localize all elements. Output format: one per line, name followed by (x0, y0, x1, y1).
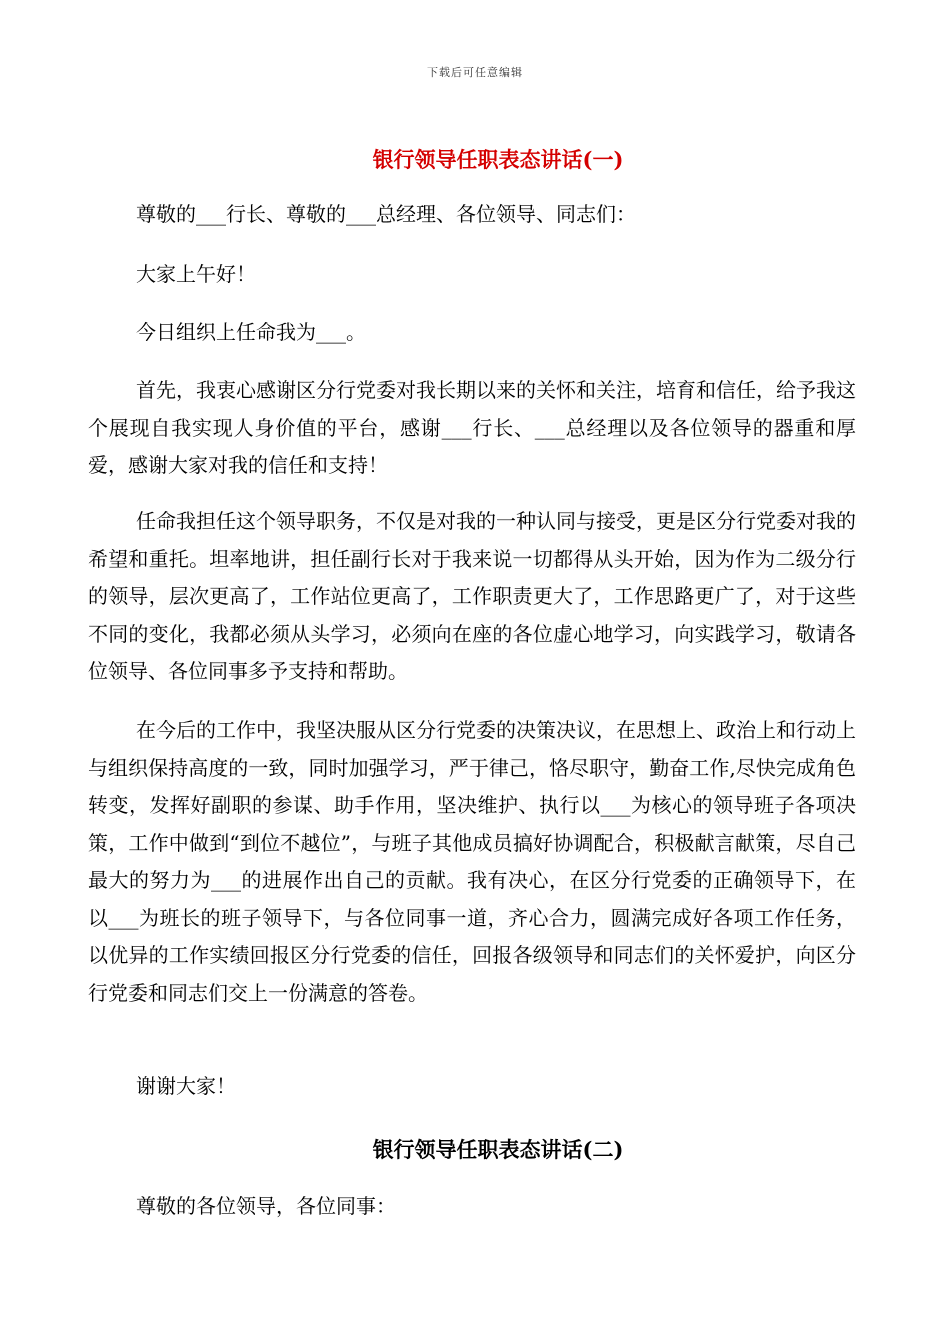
speech1-greeting: 尊敬的___行长、尊敬的___总经理、各位领导、同志们： (136, 202, 636, 226)
speech1-closing: 谢谢大家！ (136, 1074, 236, 1098)
speech1-gratitude-paragraph: 首先，我衷心感谢区分行党委对我长期以来的关怀和关注，培育和信任，给予我这个展现自我实现人身价值的平台，感谢___行长、___总经理以及各位领导的器重和厚爱，感谢大家对我的信任和支持！ (88, 378, 856, 477)
page-header-note: 下载后可任意编辑 (427, 66, 523, 79)
speech1-title: 银行领导任职表态讲话(一) (372, 147, 624, 172)
speech1-good-morning: 大家上午好！ (136, 262, 256, 286)
speech1-duty-paragraph: 任命我担任这个领导职务，不仅是对我的一种认同与接受，更是区分行党委对我的希望和重托。坦率地讲，担任副行长对于我来说一切都得从头开始，因为作为二级分行的领导，层次更高了，工作站位更高了，工作职责更大了，工作思路更广了，对于这些不同的变化，我都必须从头学习，必须向在座的各位虚心地学习，向实践学习，敬请各位领导、各位同事多予支持和帮助。 (88, 509, 856, 683)
speech2-greeting: 尊敬的各位领导，各位同事： (136, 1194, 396, 1218)
speech1-future-paragraph: 在今后的工作中，我坚决服从区分行党委的决策决议，在思想上、政治上和行动上与组织保持高度的一致，同时加强学习，严于律己，恪尽职守，勤奋工作,尽快完成角色转变，发挥好副职的参谋、助手作用，坚决维护、执行以___为核心的领导班子各项决策，工作中做到“到位不越位”，与班子其他成员搞好协调配合，积极献言献策，尽自己最大的努力为___的进展作出自己的贡献。我有决心，在区分行党委的正确领导下，在以___为班长的班子领导下，与各位同事一道，齐心合力，圆满完成好各项工作任务，以优异的工作实绩回报区分行党委的信任，回报各级领导和同志们的关怀爱护，向区分行党委和同志们交上一份满意的答卷。 (88, 718, 856, 1005)
speech2-title: 银行领导任职表态讲话(二) (372, 1137, 624, 1162)
speech1-appointment: 今日组织上任命我为___。 (136, 320, 366, 344)
